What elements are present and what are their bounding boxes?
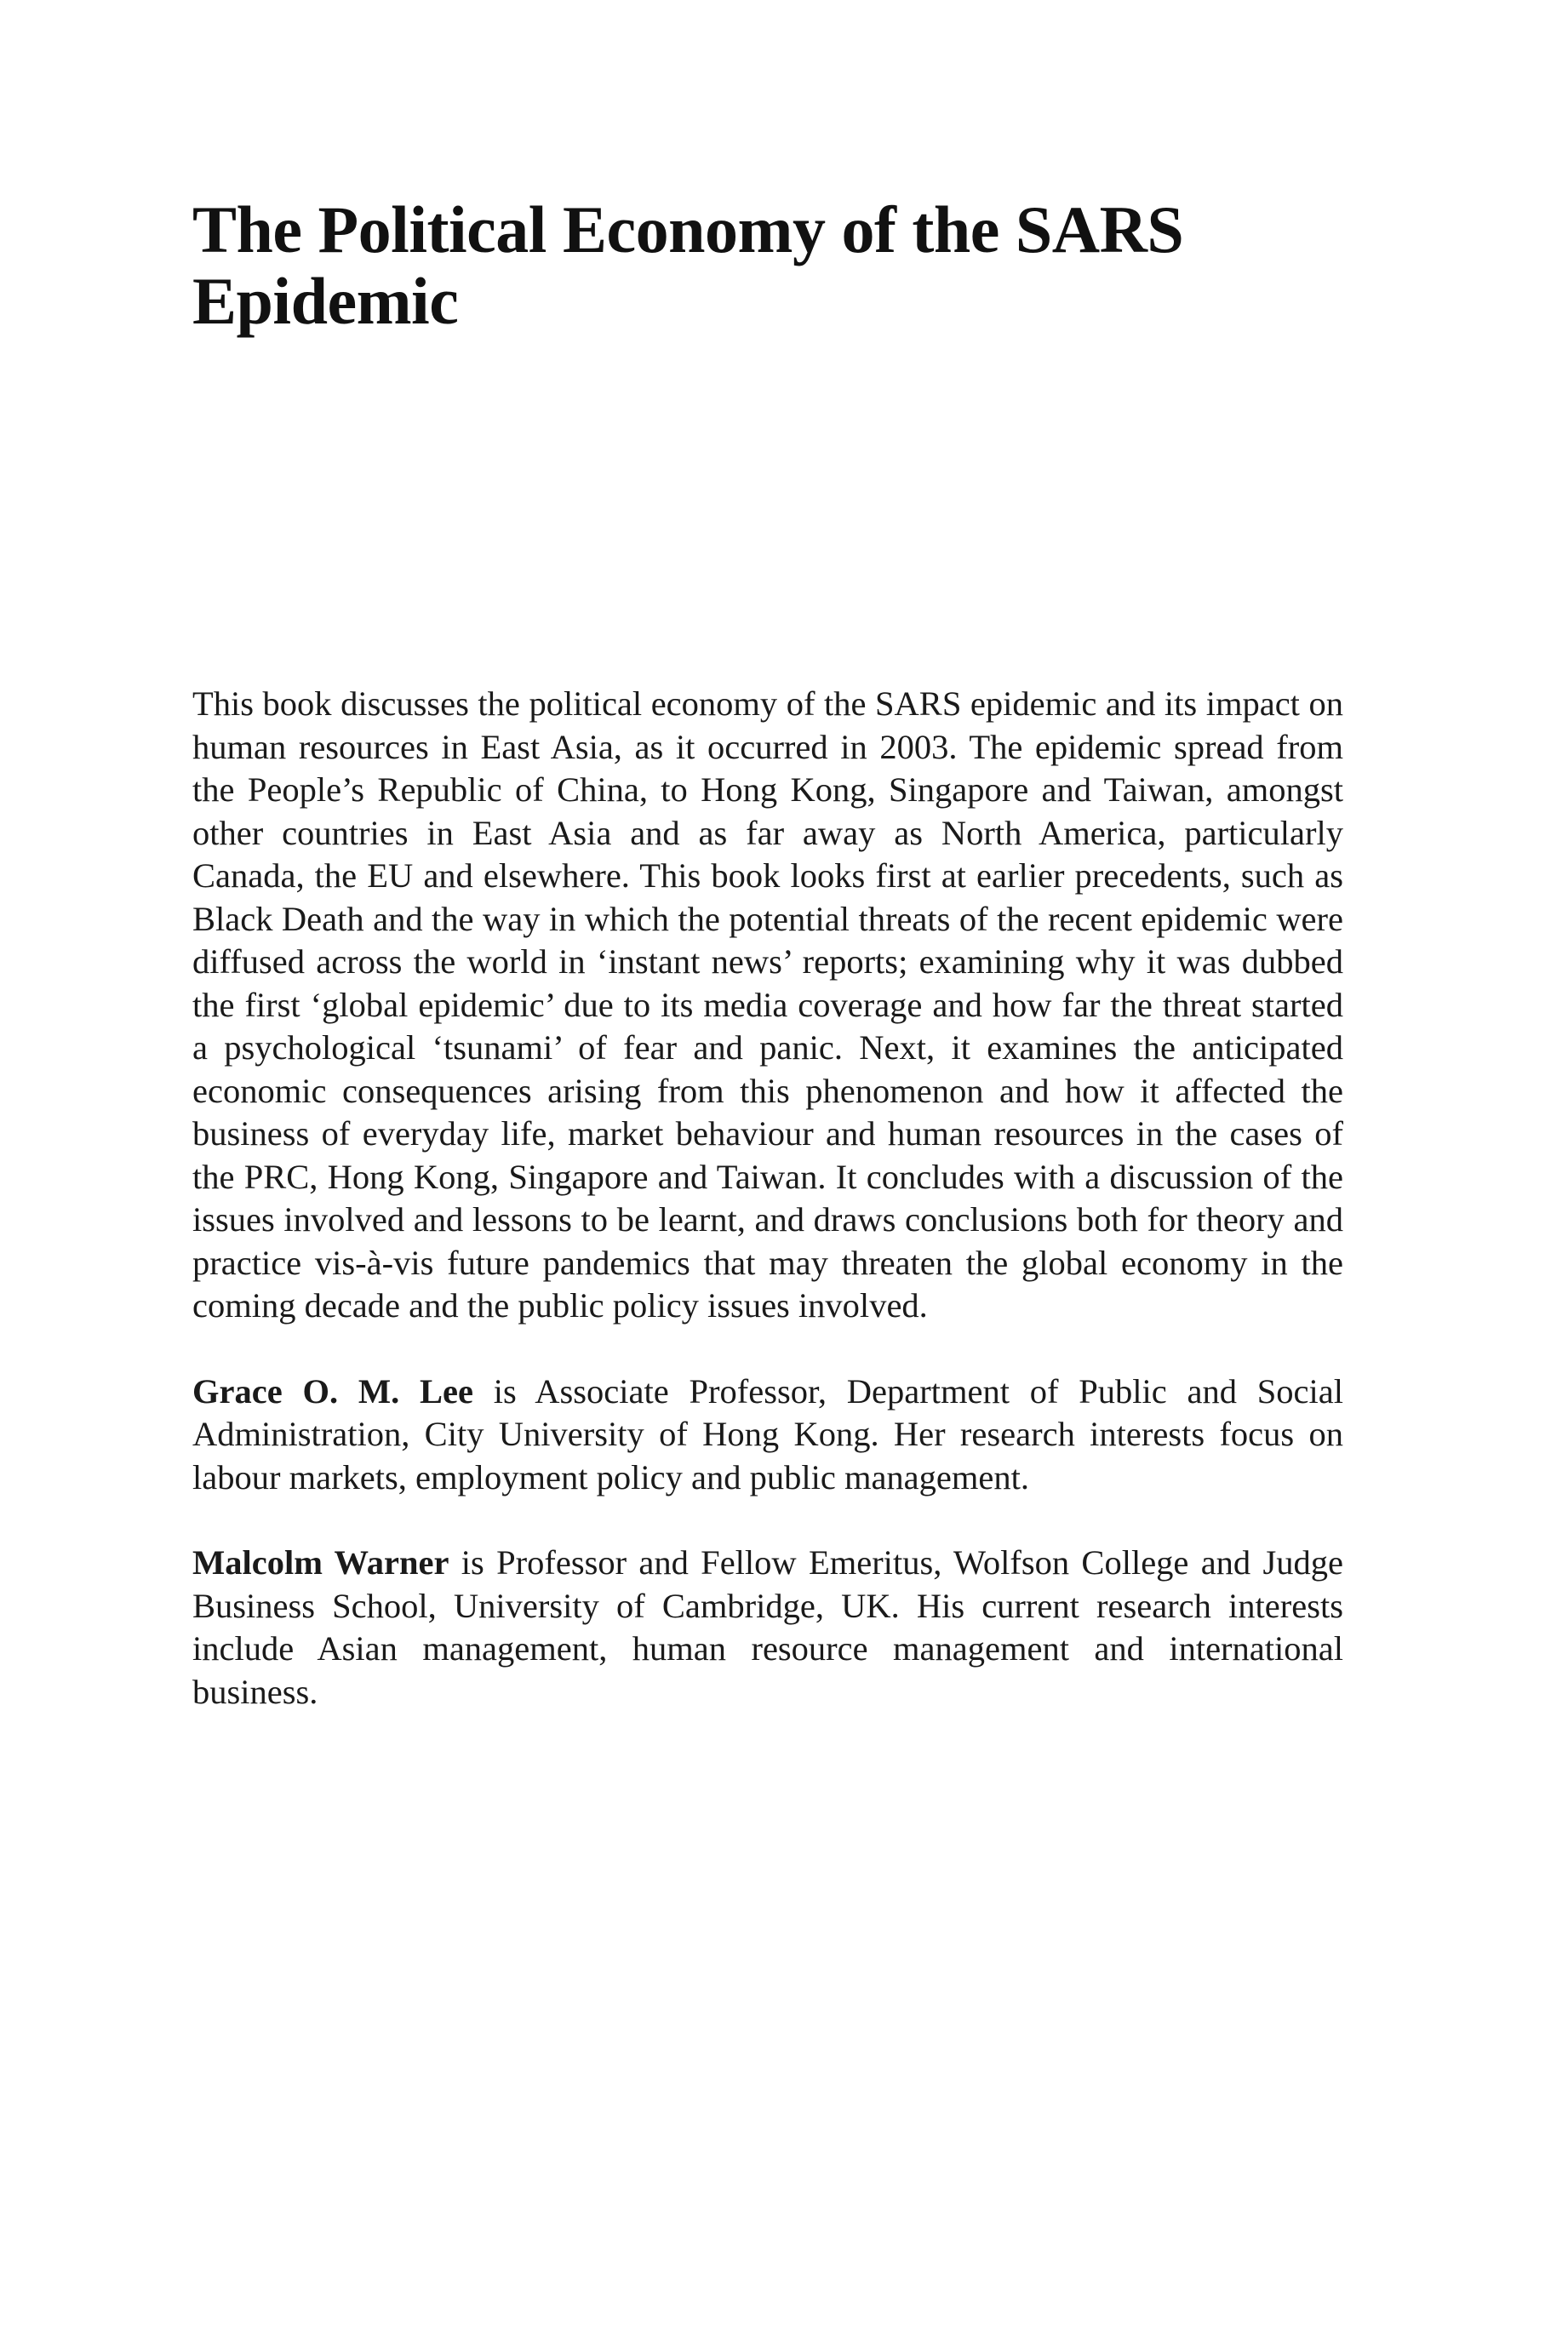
author-bio-text-lee: is Associate Professor, Department of Public and Social Administration, City University of Hong Kong. Her research interests focus on labour markets, employment policy and public management. [192,1371,1343,1496]
book-title-line-2: Epidemic [192,264,459,338]
author-bio-text-warner: is Professor and Fellow Emeritus, Wolfson College and Judge Business School, University of Cambridge, UK. His current research interests include Asian management, human resource management and international business. [192,1543,1343,1711]
book-blurb [192,683,1343,1714]
book-description: This book discusses the political economy of the SARS epidemic and its impact on human resources in East Asia, as it occurred in 2003. The epidemic spread from the People’s Republic of China, to Hong Kong, Singapore and Taiwan, amongst other countries in East Asia and as far away as North America, particularly Canada, the EU and elsewhere. This book looks first at earlier precedents, such as Black Death and the way in which the potential threats of the recent epidemic were diffused across the world in ‘instant news’ reports; examining why it was dubbed the first ‘global epidemic’ due to its media coverage and how far the threat started a psychological ‘tsunami’ of fear and panic. Next, it examines the anticipated economic consequences arising from this phenomenon and how it affected the business of everyday life, market behaviour and human resources in the cases of the PRC, Hong Kong, Singapore and Taiwan. It concludes with a discussion of the issues involved and lessons to be learnt, and draws conclusions both for theory and practice vis-à-vis future pandemics that may threaten the global economy in the coming decade and the public policy issues involved. [192,684,1343,1325]
author-name-lee: Grace O. M. Lee [192,1371,473,1411]
book-title-line-1: The Political Economy of the SARS [192,192,1184,266]
author-bio-lee [192,1371,1343,1500]
book-title [192,194,1384,337]
author-name-warner: Malcolm Warner [192,1543,449,1582]
author-bio-warner [192,1542,1343,1714]
